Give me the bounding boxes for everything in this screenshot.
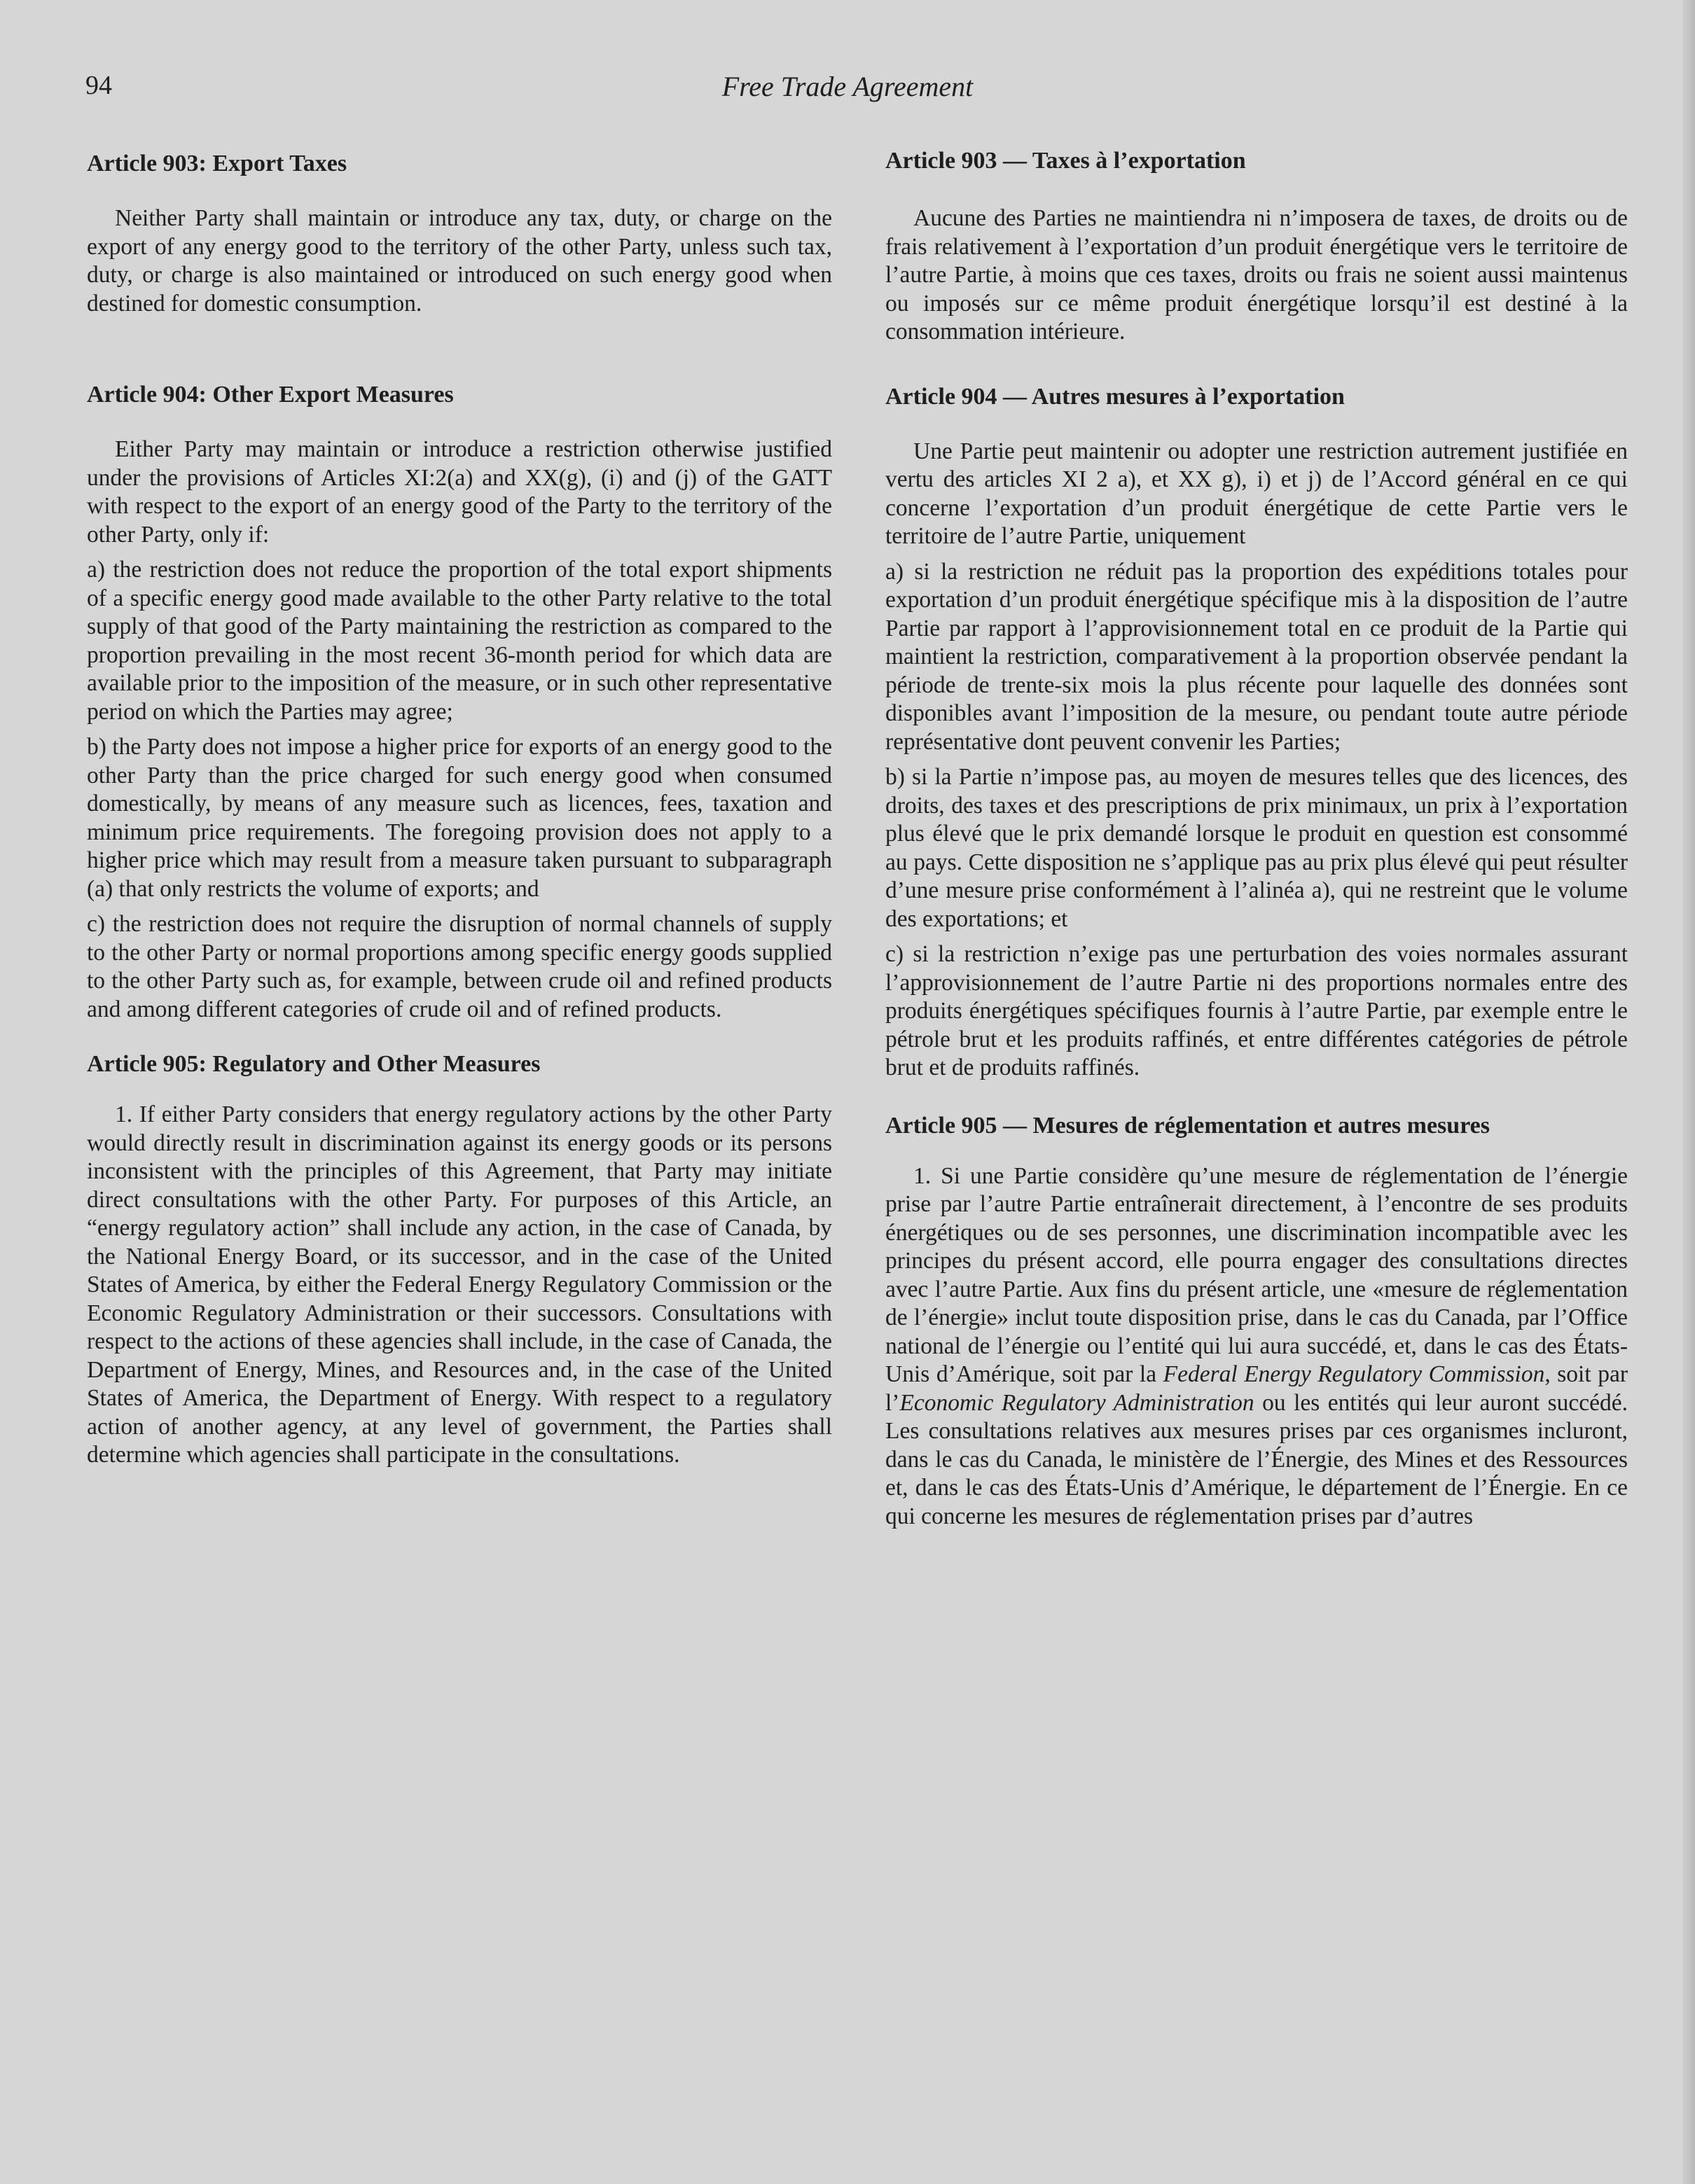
page-header bbox=[0, 70, 1695, 112]
article-904-intro-fr: Une Partie peut maintenir ou adopter une restriction autrement justifiée en vertu des articles XI 2 a), et XX g), i) et j) de l’Accord général en ce qui concerne l’exportation d’un produit énergétique de cette Partie vers le territoire de l’autre Partie, uniquement bbox=[885, 438, 1628, 549]
page-number: 94 bbox=[85, 71, 112, 100]
article-904-intro-en: Either Party may maintain or introduce a restriction otherwise justified under the provisions of Articles XI:2(a) and XX(g), (i) and (j) of the GATT with respect to the export of an energy good of the Party to the territory of the other Party, only if: bbox=[87, 436, 832, 548]
english-column bbox=[87, 140, 832, 1470]
article-905-heading-en: Article 905: Regulatory and Other Measures bbox=[87, 1051, 541, 1077]
article-905-para1-fr bbox=[885, 1162, 1628, 1531]
article-905-para1-fr-part3: ou les entités qui leur auront succédé. Les consultations relatives aux mesures prises par ces organismes incluront, dans le cas du Canada, le ministère de l’Énergie, des Mines et des Ressources et, dans le cas des États-Unis d’Amérique, le département de l’Énergie. En ce qui concerne les mesures de réglementation prises par d’autres bbox=[885, 1389, 1628, 1529]
article-903-text-en: Neither Party shall maintain or introduce any tax, duty, or charge on the export of any energy good to the territory of the other Party, unless such tax, duty, or charge is also maintained or introduced on such energy good when destined for domestic consumption. bbox=[87, 205, 832, 317]
article-904-heading-en: Article 904: Other Export Measures bbox=[87, 382, 454, 408]
article-903-text-fr: Aucune des Parties ne maintiendra ni n’imposera de taxes, de droits ou de frais relativement à l’exportation d’un produit énergétique vers le territoire de l’autre Partie, à moins que ces taxes, droits ou frais ne soient aussi maintenus ou imposés sur ce même produit énergétique lorsqu’il est destiné à la consommation intérieure. bbox=[885, 205, 1628, 345]
article-903-heading-fr: Article 903 — Taxes à l’exportation bbox=[885, 148, 1246, 174]
article-904-item-b-en: b) the Party does not impose a higher price for exports of an energy good to the other Party than the price charged for such energy good when consumed domestically, by means of any measure such as licences, fees, taxation and minimum price requirements. The foregoing provision does not apply to a higher price which may result from a measure taken pursuant to subparagraph (a) that only restricts the volume of exports; and bbox=[87, 734, 832, 902]
article-904-item-b-fr: b) si la Partie n’impose pas, au moyen de mesures telles que des licences, des droits, des taxes et des prescriptions de prix minimaux, un prix à l’exportation plus élevé que le prix demandé lorsque le produit en question est consommé au pays. Cette disposition ne s’applique pas au prix plus élevé qui peut résulter d’une mesure prise conformément à l’alinéa a), qui ne restreint que le volume des exportations; et bbox=[885, 764, 1628, 932]
article-905-heading-fr: Article 905 — Mesures de réglementation et autres mesures bbox=[885, 1112, 1490, 1139]
french-column bbox=[885, 140, 1628, 1531]
article-905-para1-en: 1. If either Party considers that energy regulatory actions by the other Party would directly result in discrimination against its energy goods or its persons inconsistent with the principles of this Agreement, that Party may initiate direct consultations with the other Party. For purposes of this Article, an “energy regulatory action” shall include any action, in the case of Canada, by the National Energy Board, or its successor, and in the case of the United States of America, by either the Federal Energy Regulatory Commission or the Economic Regulatory Administration or their successors. Consultations with respect to the actions of these agencies shall include, in the case of Canada, the Department of Energy, Mines, and Resources and, in the case of the United States of America, the Department of Energy. With respect to a regulatory action of another agency, at any level of government, the Parties shall determine which agencies shall participate in the consultations. bbox=[87, 1101, 832, 1468]
article-903-heading-en: Article 903: Export Taxes bbox=[87, 151, 347, 176]
article-904-item-c-en: c) the restriction does not require the disruption of normal channels of supply to the other Party or normal proportions among specific energy goods supplied to the other Party such as, for example, between crude oil and refined products and among different categories of crude oil and of refined products. bbox=[87, 911, 832, 1022]
article-905-para1-fr-part2: , soit par l’ bbox=[885, 1361, 1628, 1416]
article-904-item-a-fr: a) si la restriction ne réduit pas la proportion des expéditions totales pour exportation d’un produit énergétique spécifique mis à la disposition de l’autre Partie par rapport à l’approvisionnement total en ce produit de la Partie qui maintient la restriction, comparativement à la proportion observée pendant la période de trente-six mois la plus récente pour laquelle des données sont disponibles avant l’imposition de la mesure, ou pendant toute autre période représentative dont peuvent convenir les Parties; bbox=[885, 558, 1628, 755]
article-904-heading-fr: Article 904 — Autres mesures à l’exportation bbox=[885, 383, 1345, 410]
running-title: Free Trade Agreement bbox=[721, 71, 974, 102]
article-905-para1-fr-part1: 1. Si une Partie considère qu’une mesure de réglementation de l’énergie prise par l’autre Partie entraînerait directement, à l’encontre de ses produits énergétiques ou de ses personnes, une discrimination incompatible avec les principes du présent accord, elle pourra engager des consultations directes avec l’autre Partie. Aux fins du présent article, une «mesure de réglementation de l’énergie» inclut toute disposition prise, dans le cas du Canada, par l’Office national de l’énergie ou l’entité qui lui aura succédé, et, dans le cas des États-Unis d’Amérique, soit par la bbox=[885, 1162, 1628, 1387]
page-edge-shadow bbox=[1682, 0, 1695, 2184]
article-904-item-c-fr: c) si la restriction n’exige pas une perturbation des voies normales assurant l’approvisionnement de l’autre Partie ni des proportions normales entre des produits énergétiques spécifiques fournis à l’autre Partie, par exemple entre le pétrole brut et les produits raffinés, et entre différentes catégories de pétrole brut et de produits raffinés. bbox=[885, 941, 1628, 1080]
article-904-item-a-en: a) the restriction does not reduce the proportion of the total export shipments of a specific energy good made available to the other Party relative to the total supply of that good of the Party maintaining the restriction as compared to the proportion prevailing in the most recent 36-month period for which data are available prior to the imposition of the measure, or in such other representative period on which the Parties may agree; bbox=[87, 557, 832, 725]
era-name-fr: Economic Regulatory Administration bbox=[899, 1389, 1254, 1416]
ferc-name-fr: Federal Energy Regulatory Commission bbox=[1163, 1361, 1545, 1387]
